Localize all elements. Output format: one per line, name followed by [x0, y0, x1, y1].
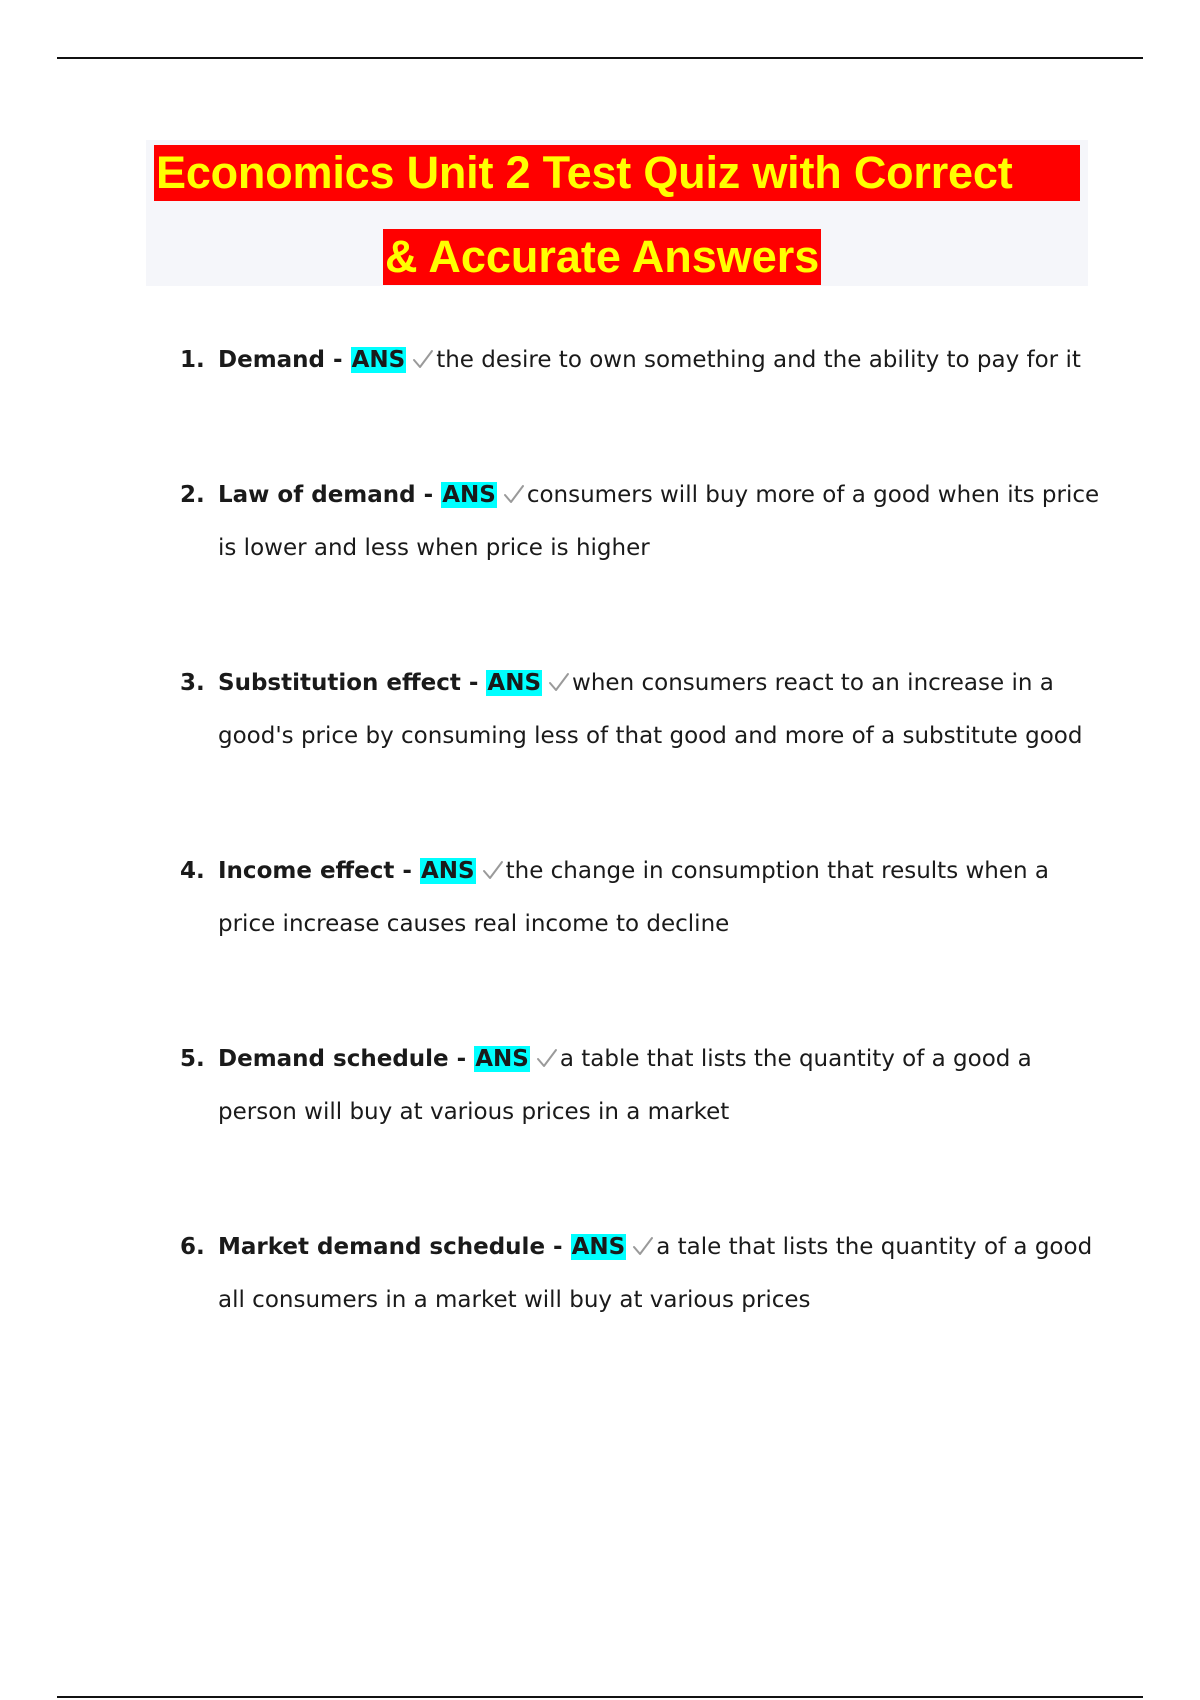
item-definition: the desire to own something and the ability to pay for it — [436, 347, 1081, 373]
item-separator: - — [545, 1234, 571, 1260]
ans-badge: ANS — [475, 1046, 529, 1072]
item-term: Market demand schedule — [218, 1234, 546, 1260]
ans-badge: ANS — [351, 347, 406, 373]
top-rule — [57, 57, 1143, 59]
checkmark-icon — [536, 1047, 558, 1069]
item-definition: consumers will buy more of a good when its price is lower and less when price is higher — [218, 482, 1100, 561]
item-number: 2. — [180, 482, 205, 508]
qa-item-4 — [180, 845, 1100, 951]
item-separator: - — [325, 347, 351, 373]
item-term: Income effect — [218, 858, 395, 884]
item-number: 4. — [180, 858, 205, 884]
title-block — [146, 140, 1088, 286]
checkmark-icon — [548, 671, 570, 693]
qa-item-6 — [180, 1221, 1100, 1327]
ans-badge: ANS — [442, 482, 496, 508]
item-number: 6. — [180, 1234, 205, 1260]
item-body — [218, 469, 1100, 575]
item-separator: - — [415, 482, 442, 508]
item-definition: when consumers react to an increase in a good's price by consuming less of that good and more of a substitute good — [218, 670, 1083, 749]
ans-badge: ANS — [571, 1234, 626, 1260]
item-body — [218, 1221, 1100, 1327]
checkmark-icon — [632, 1235, 654, 1257]
item-body — [218, 845, 1100, 951]
item-definition: the change in consumption that results when a price increase causes real income to decline — [218, 858, 1050, 937]
item-term: Substitution effect — [218, 670, 461, 696]
title-line-2: & Accurate Answers — [383, 229, 821, 285]
title-line-1: Economics Unit 2 Test Quiz with Correct — [154, 145, 1080, 201]
item-separator: - — [394, 858, 420, 884]
item-term: Demand schedule — [218, 1046, 449, 1072]
bottom-rule — [57, 1696, 1143, 1698]
checkmark-icon — [412, 348, 434, 370]
checkmark-icon — [503, 483, 525, 505]
item-term: Law of demand — [218, 482, 416, 508]
ans-badge: ANS — [487, 670, 542, 696]
checkmark-icon — [482, 859, 504, 881]
qa-item-3 — [180, 657, 1100, 763]
qa-item-2 — [180, 469, 1100, 575]
item-separator: - — [448, 1046, 475, 1072]
qa-item-1 — [180, 334, 1100, 387]
item-number: 1. — [180, 347, 205, 373]
item-definition: a table that lists the quantity of a good a person will buy at various prices in a market — [218, 1046, 1032, 1125]
item-number: 5. — [180, 1046, 205, 1072]
item-number: 3. — [180, 670, 205, 696]
qa-item-5 — [180, 1033, 1100, 1139]
item-body — [218, 1033, 1100, 1139]
item-separator: - — [460, 670, 487, 696]
item-body — [218, 657, 1100, 763]
item-definition: a tale that lists the quantity of a good all consumers in a market will buy at various prices — [218, 1234, 1093, 1313]
item-body — [218, 334, 1100, 387]
item-term: Demand — [218, 347, 326, 373]
ans-badge: ANS — [420, 858, 475, 884]
